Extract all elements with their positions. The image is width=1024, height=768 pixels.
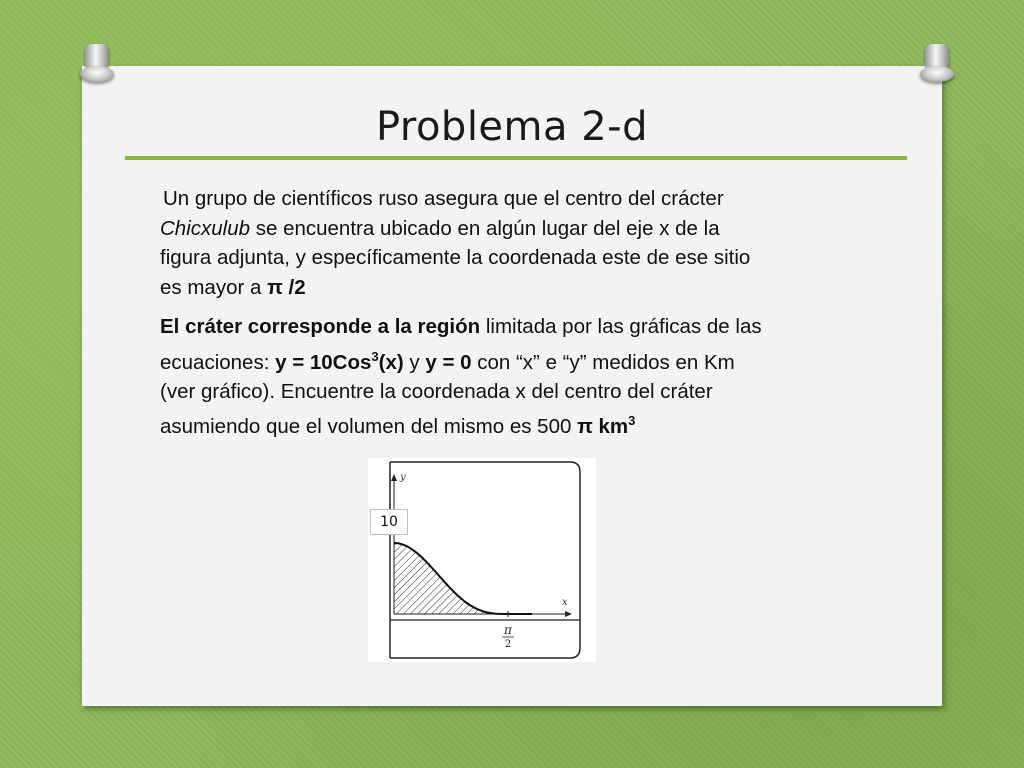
x-axis-arrow (565, 611, 572, 617)
slide-title: Problema 2-d (375, 104, 649, 150)
para2-line1: El cráter corresponde a la región limitada por las gráficas de las (160, 315, 762, 338)
graph-svg (368, 458, 596, 662)
para1-line4: es mayor a π /2 (160, 275, 306, 299)
tick-pi-label: π (504, 623, 512, 637)
tick-two-label: 2 (504, 639, 512, 650)
pushpin-left-icon (80, 44, 114, 84)
para1-line2: Chicxulub se encuentra ubicado en algún lugar del eje x de la (160, 216, 720, 240)
para2-line3: (ver gráfico). Encuentre la coordenada x del centro del cráter (160, 379, 713, 403)
paragraph-1 (160, 184, 900, 302)
para1-line3: figura adjunta, y específicamente la coordenada este de ese sitio (160, 246, 751, 269)
crater-graph (368, 458, 596, 662)
title-underline (125, 156, 907, 160)
para2-line2: ecuaciones: y = 10Cos$^3$(x) y y = 0 con “x” e “y” medidos en Km (160, 348, 735, 374)
y-axis-arrow (391, 474, 397, 481)
para2-line4: asumiendo que el volumen del mismo es 500 π $km^3$ (160, 413, 636, 439)
y-axis-label: y (400, 472, 406, 483)
y-max-label: 10 (370, 509, 408, 535)
shaded-region (394, 543, 508, 614)
para1-line1: Un grupo de científicos ruso asegura que el centro del crácter (163, 187, 724, 210)
pushpin-right-icon (920, 44, 954, 84)
x-axis-label: x (562, 597, 568, 608)
paragraph-2 (160, 312, 900, 442)
